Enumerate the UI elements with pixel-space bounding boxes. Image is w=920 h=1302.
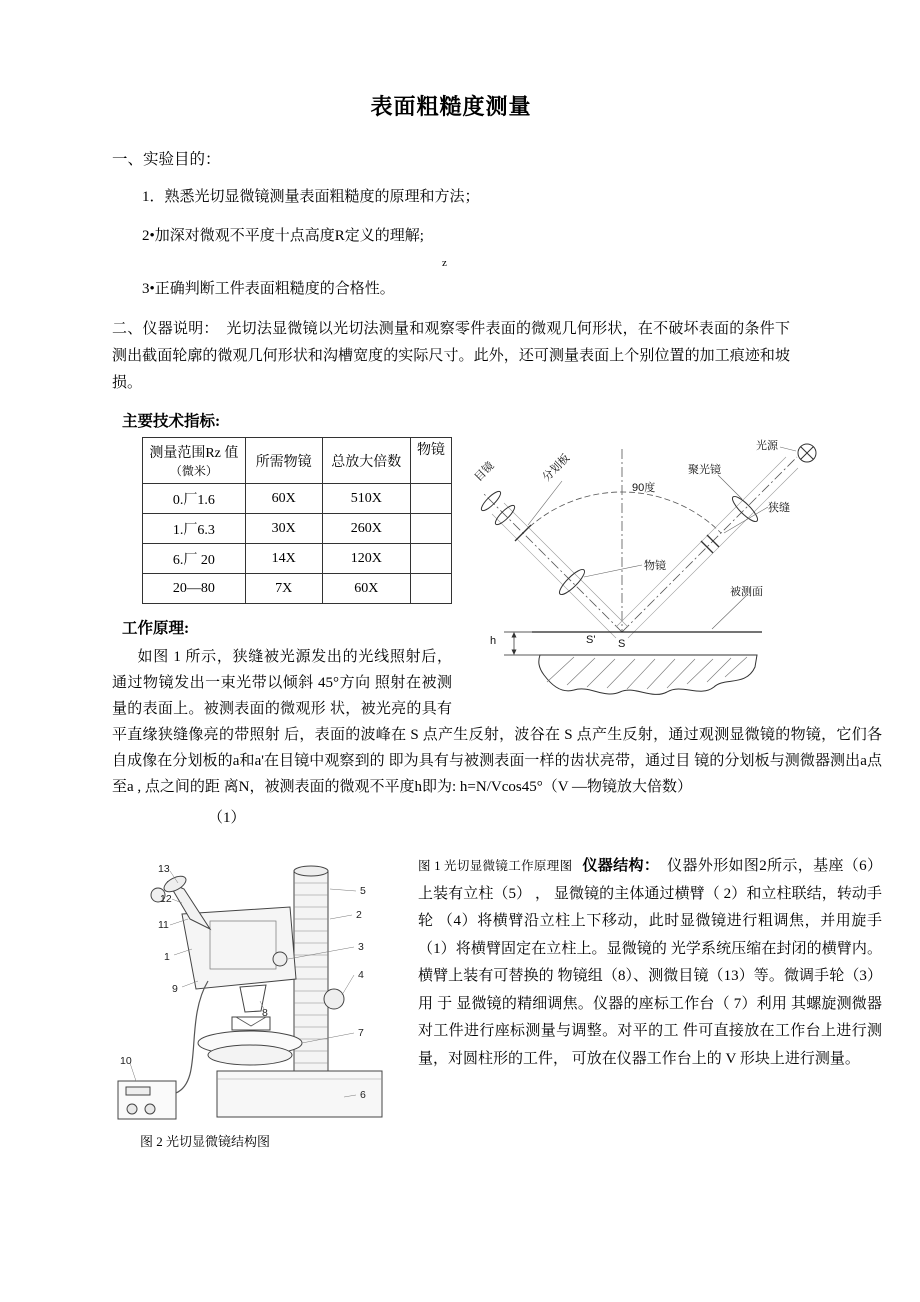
fig1-label-s: S [618, 638, 626, 650]
fig2-part-number: 12 [160, 893, 172, 905]
table-cell: 260X [322, 514, 410, 544]
figure2-microscope-drawing [112, 859, 404, 1150]
table-header-range: 测量范围Rz 值 （微米） [143, 438, 246, 484]
fig1-label-light-source: 光源 [756, 440, 778, 452]
table-cell: 1.厂6.3 [143, 514, 246, 544]
fig2-part-number: 11 [158, 919, 169, 931]
fig1-label-h: h [490, 635, 497, 647]
table-header-row [143, 438, 452, 484]
fig1-label-condenser: 聚光镜 [688, 464, 721, 476]
structure-heading: 仪器结构： [582, 858, 660, 874]
structure-text: 仪器外形如图2所示，基座（6）上装有立柱（5） ， 显微镜的主体通过横臂（ 2）和立柱联结，转动手轮 （4）将横臂沿立柱上下移动，此时显微镜进行粗调焦，并用旋手（1）将横臂固定在立柱上。显微镜的 光学系统压缩在封闭的横臂内。横臂上装有可替换的 物镜组（8）、测微目镜（13）等。微调手轮（3）用 于 显微镜的精细调焦。仪器的座标工作台（ 7）利用 其螺旋测微器对工件进行座标测量与调整。对平的工 件可直接放在工作台上进行测量，对圆柱形的工件， 可放在仪器工作台上的 V 形块上进行测量。 [418, 858, 882, 1067]
figure2-drawing-svg [112, 859, 392, 1121]
instrument-description-paragraph [112, 316, 790, 397]
objective-item-2-subscript: z [442, 257, 447, 269]
objective-item-2: 2•加深对微观不平度十点高度R定义的理解; [142, 228, 424, 244]
table-cell: 14X [245, 544, 322, 574]
principle-text: 如图 1 所示，狭缝被光源发出的光线照射后，通过物镜发出一束光带以倾斜 45°方向 照射在被测量的表面上。被测表面的微观形 状，被光亮的具有平直缘狭缝像亮的带照射 后，表面的波峰在 S 点产生反射，波谷在 S 点产生反射，通过观测显微镜的物镜，它们各 自成像在分划板的a和a'在目镜中观察到的 即为具有与被测表面一样的齿状亮带，通过目 镜的分划板与测微器测出a点至a , 点之间的距 离N，被测表面的微观不平度h即为: h=N/Vcos45°（V —物镜放大倍数） [112, 649, 882, 795]
fig1-label-slit: 狭缝 [768, 502, 790, 514]
fig1-label-90deg: 90度 [632, 482, 656, 494]
fig2-part-number: 13 [158, 863, 170, 875]
table-header-col4: 物镜 [410, 438, 451, 484]
table-cell: 60X [322, 574, 410, 604]
principle-heading: 工作原理: [122, 620, 190, 637]
fig2-part-number: 8 [262, 1007, 268, 1019]
table-row [143, 484, 452, 514]
fig1-label-objective: 物镜 [644, 560, 666, 572]
page-title: 表面粗糙度测量 [370, 94, 532, 119]
objectives-list [142, 185, 790, 302]
section2-heading: 二、仪器说明： [112, 321, 212, 337]
table-row [143, 574, 452, 604]
section1-heading: 一、实验目的： [112, 151, 221, 168]
section2-text: 光切法显微镜以光切法测量和观察零件表面的微观几何形状，在不破坏表面的条件下 测出截面轮廓的微观几何形状和沟槽宽度的实际尺寸。此外，还可测量表面上个别位置的加工痕迹和坡损。 [112, 321, 790, 391]
table-header-magnification: 总放大倍数 [322, 438, 410, 484]
fig2-part-number: 4 [358, 969, 364, 981]
table-cell [410, 544, 451, 574]
figure1-optical-diagram [462, 437, 882, 707]
specs-heading: 主要技术指标: [122, 413, 221, 430]
equation-number: （1） [208, 810, 246, 826]
table-cell: 7X [245, 574, 322, 604]
structure-section [112, 853, 882, 1149]
table-cell: 120X [322, 544, 410, 574]
table-header-objective: 所需物镜 [245, 438, 322, 484]
principle-section [112, 437, 882, 827]
objective-item-1: 1．熟悉光切显微镜测量表面粗糙度的原理和方法； [142, 189, 480, 205]
fig1-label-s-prime: S' [586, 634, 596, 646]
table-cell [410, 574, 451, 604]
fig2-part-number: 5 [360, 885, 366, 897]
figure2-caption: 图 2 光切显微镜结构图 [140, 1134, 271, 1149]
fig2-part-number: 7 [358, 1027, 364, 1039]
table-cell: 30X [245, 514, 322, 544]
figure1-caption: 图 1 光切显微镜工作原理图 [418, 859, 573, 873]
table-cell: 510X [322, 484, 410, 514]
table-cell [410, 514, 451, 544]
fig2-part-number: 3 [358, 941, 364, 953]
fig2-part-number: 6 [360, 1089, 366, 1101]
figure1-diagram-svg [462, 437, 882, 707]
fig2-part-number: 10 [120, 1055, 132, 1067]
fig2-part-number: 9 [172, 983, 178, 995]
fig1-label-measured-surface: 被测面 [730, 586, 763, 598]
fig2-part-number: 1 [164, 951, 170, 963]
table-cell: 6.厂 20 [143, 544, 246, 574]
table-cell: 60X [245, 484, 322, 514]
table-cell: 20—80 [143, 574, 246, 604]
table-row [143, 544, 452, 574]
fig2-part-number: 2 [356, 909, 362, 921]
fig1-label-eyepiece: 目镜 [472, 459, 497, 484]
specs-table [142, 437, 452, 604]
fig1-label-reticle: 分划板 [540, 452, 573, 484]
table-row [143, 514, 452, 544]
table-cell: 0.厂1.6 [143, 484, 246, 514]
table-cell [410, 484, 451, 514]
objective-item-3: 3•正确判断工件表面粗糙度的合格性。 [142, 281, 395, 297]
